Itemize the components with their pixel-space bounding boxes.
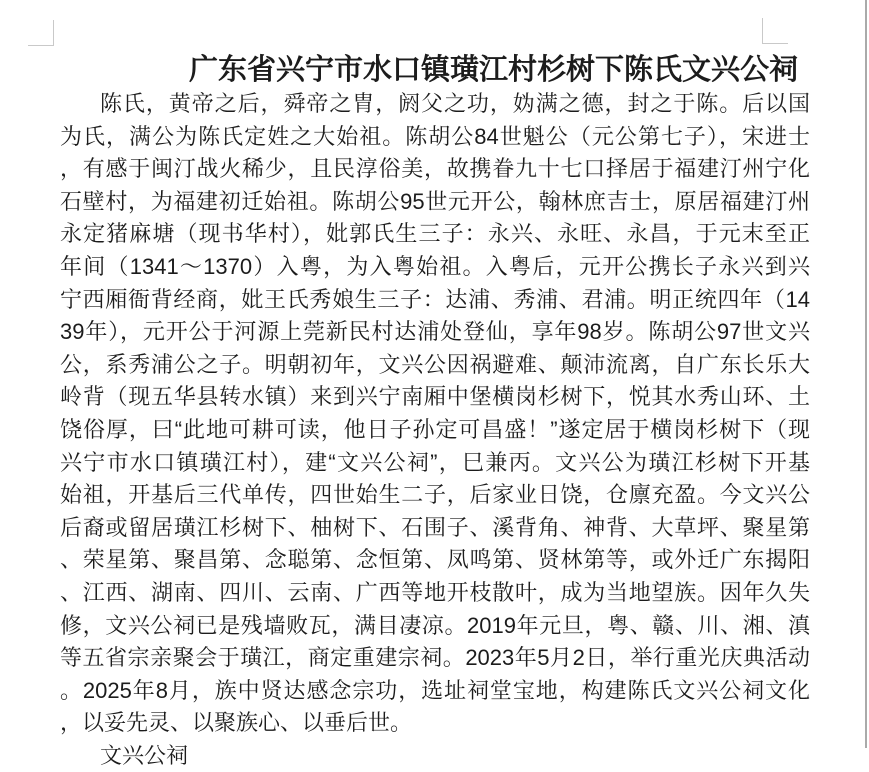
text-line[interactable]: 兴宁市水口镇璜江村），建“文兴公祠”，巳兼丙。文兴公为璜江杉树下开基	[60, 449, 810, 475]
text-line[interactable]: 年间（1341～1370）入粤，为入粤始祖。入粤后，元开公携长子永兴到兴	[60, 253, 810, 279]
text-boundary-mark-top-right	[762, 18, 788, 44]
text-line[interactable]: 陈氏，黄帝之后，舜帝之胄，阏父之功，妫满之德，封之于陈。后以国	[100, 91, 810, 116]
text-line[interactable]: ，以妥先灵、以聚族心、以垂后世。	[60, 710, 413, 736]
text-line[interactable]: 宁西厢衙背经商，妣王氏秀娘生三子：达浦、秀浦、君浦。明正统四年（14	[60, 286, 810, 312]
document-title[interactable]: 广东省兴宁市水口镇璜江村杉树下陈氏文兴公祠	[189, 54, 799, 86]
text-line[interactable]: ，有感于闽汀战火稀少，且民淳俗美，故携眷九十七口择居于福建汀州宁化	[60, 156, 810, 182]
text-line[interactable]: 公，系秀浦公之子。明朝初年，文兴公因祸避难、颠沛流离，自广东长乐大	[60, 351, 810, 377]
text-line[interactable]: 、江西、湖南、四川、云南、广西等地开枝散叶，成为当地望族。因年久失	[60, 579, 810, 605]
page-right-edge-line	[865, 0, 867, 748]
document-body[interactable]	[60, 88, 810, 772]
text-line[interactable]: 等五省宗亲聚会于璜江，商定重建宗祠。2023年5月2日，举行重光庆典活动	[60, 645, 810, 671]
text-line[interactable]: 永定猪麻塘（现书华村），妣郭氏生三子：永兴、永旺、永昌，于元末至正	[60, 221, 810, 247]
text-line[interactable]: 、荣星第、聚昌第、念聪第、念恒第、凤鸣第、贤林第等，或外迁广东揭阳	[60, 547, 810, 573]
text-line[interactable]: 石壁村，为福建初迁始祖。陈胡公95世元开公，翰林庶吉士，原居福建汀州	[60, 188, 810, 214]
text-line[interactable]: 为氏，满公为陈氏定姓之大始祖。陈胡公84世魁公（元公第七子），宋进士	[60, 123, 810, 149]
text-line[interactable]: 修，文兴公祠已是残墙败瓦，满目凄凉。2019年元旦，粤、赣、川、湘、滇	[60, 612, 810, 638]
text-line[interactable]: 饶俗厚，曰“此地可耕可读，他日子孙定可昌盛！”遂定居于横岗杉树下（现	[60, 416, 810, 442]
text-line[interactable]: 岭背（现五华县转水镇）来到兴宁南厢中堡横岗杉树下，悦其水秀山环、土	[60, 384, 810, 410]
text-line[interactable]: 39年），元开公于河源上莞新民村达浦处登仙，享年98岁。陈胡公97世文兴	[60, 319, 810, 345]
text-line-clipped[interactable]: 文兴公祠	[100, 742, 189, 768]
text-line[interactable]: 后裔或留居璜江杉树下、柚树下、石围子、溪背角、神背、大草坪、聚星第	[60, 514, 810, 540]
text-boundary-mark-top-left	[28, 20, 54, 46]
text-line[interactable]: 。2025年8月，族中贤达感念宗功，选址祠堂宝地，构建陈氏文兴公祠文化	[60, 677, 810, 703]
text-line[interactable]: 始祖，开基后三代单传，四世始生二子，后家业日饶，仓廪充盈。今文兴公	[60, 482, 810, 508]
